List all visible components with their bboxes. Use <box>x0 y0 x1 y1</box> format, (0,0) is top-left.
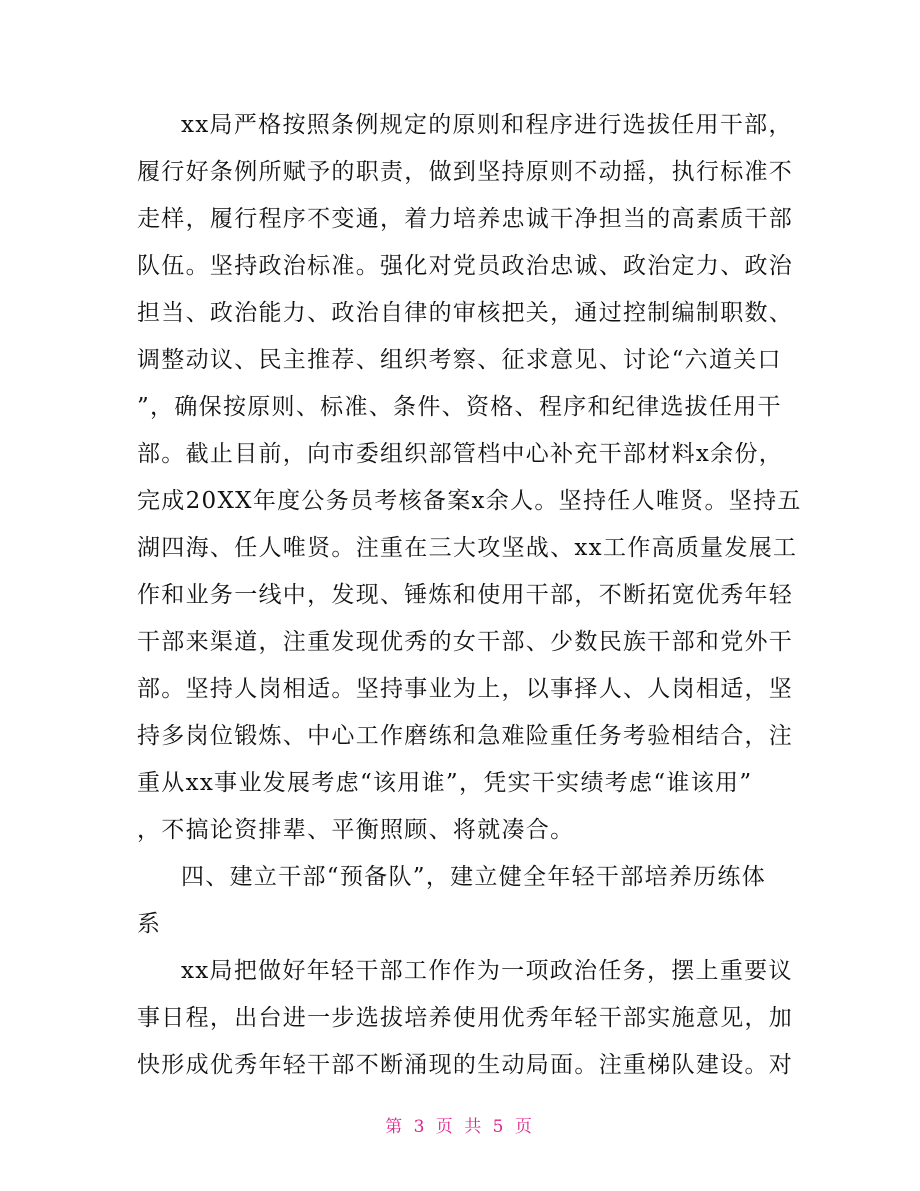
text-line: 干部来渠道，注重发现优秀的女干部、少数民族干部和党外干 <box>137 629 794 655</box>
section-heading: 四、建立干部“预备队”，建立健全年轻干部培养历练体 <box>181 864 767 890</box>
text-line: 重从xx事业发展考虑“该用谁”，凭实干实绩考虑“谁该用” <box>137 770 753 796</box>
text-line: xx局严格按照条例规定的原则和程序进行选拔任用干部， <box>181 112 793 138</box>
text-line: 部。坚持人岗相适。坚持事业为上，以事择人、人岗相适，坚 <box>137 676 794 702</box>
text-line: xx局把做好年轻干部工作作为一项政治任务，摆上重要议 <box>181 958 793 984</box>
text-line: ，不搞论资排辈、平衡照顾、将就凑合。 <box>137 817 575 843</box>
text-line: 履行好条例所赋予的职责，做到坚持原则不动摇，执行标准不 <box>137 159 794 185</box>
text-line: 湖四海、任人唯贤。注重在三大攻坚战、xx工作高质量发展工 <box>137 535 798 561</box>
text-line: 事日程，出台进一步选拔培养使用优秀年轻干部实施意见，加 <box>137 1005 794 1031</box>
page-number-footer: 第 3 页 共 5 页 <box>385 1117 535 1137</box>
text-line: 调整动议、民主推荐、组织考察、征求意见、讨论“六道关口 <box>137 347 782 373</box>
text-line: 作和业务一线中，发现、锤炼和使用干部，不断拓宽优秀年轻 <box>137 582 794 608</box>
text-line: ”，确保按原则、标准、条件、资格、程序和纪律选拔任用干 <box>137 394 782 420</box>
text-line: 部。截止目前，向市委组织部管档中心补充干部材料x余份， <box>137 441 784 467</box>
text-line: 快形成优秀年轻干部不断涌现的生动局面。注重梯队建设。对 <box>137 1052 794 1078</box>
section-heading-continued: 系 <box>137 911 162 937</box>
text-line: 队伍。坚持政治标准。强化对党员政治忠诚、政治定力、政治 <box>137 253 794 279</box>
text-line: 走样，履行程序不变通，着力培养忠诚干净担当的高素质干部 <box>137 206 794 232</box>
text-line: 完成20XX年度公务员考核备案x余人。坚持任人唯贤。坚持五 <box>137 488 802 514</box>
text-line: 担当、政治能力、政治自律的审核把关，通过控制编制职数、 <box>137 300 794 326</box>
text-line: 持多岗位锻炼、中心工作磨练和急难险重任务考验相结合，注 <box>137 723 794 749</box>
